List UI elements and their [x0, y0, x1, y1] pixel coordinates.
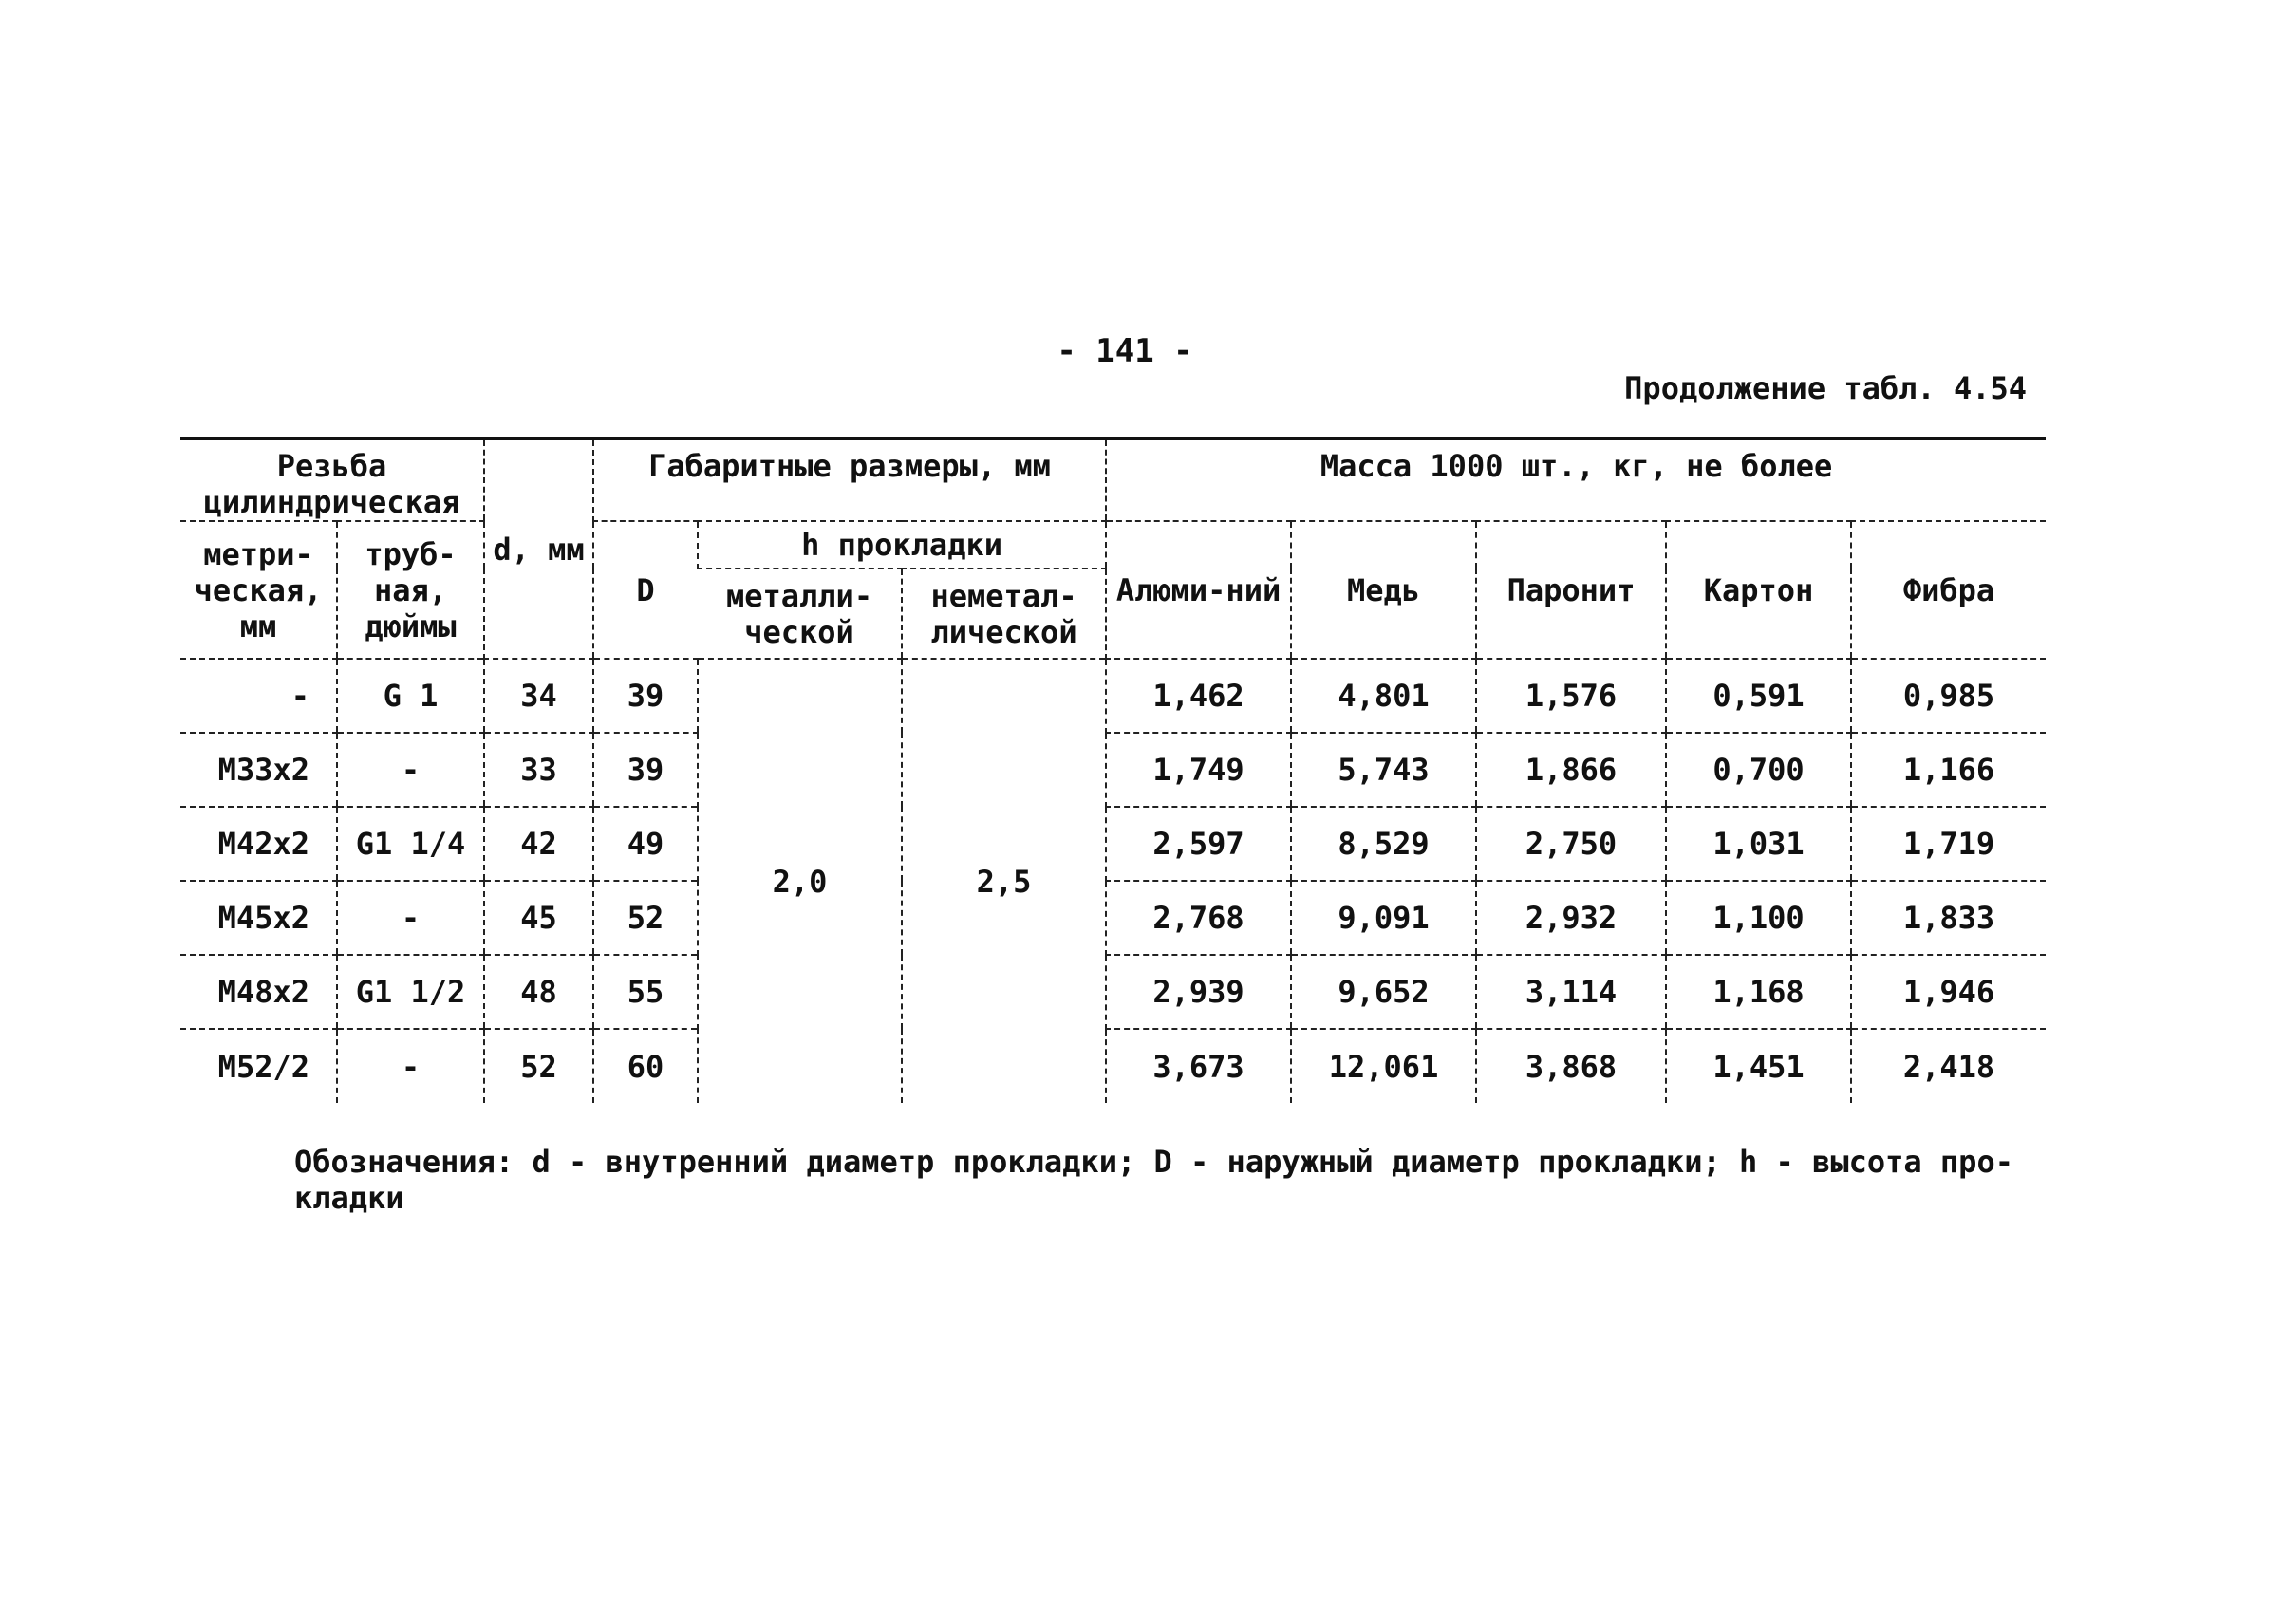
header-copper: Медь — [1291, 521, 1476, 659]
cell-D: 39 — [593, 659, 698, 733]
header-h-gasket: h прокладки — [698, 521, 1106, 569]
header-paronite: Паронит — [1476, 521, 1666, 659]
cell-aluminium: 2,597 — [1106, 807, 1291, 881]
page-number: - 141 - — [1057, 332, 1193, 370]
cell-aluminium: 3,673 — [1106, 1029, 1291, 1103]
header-fibre: Фибра — [1851, 521, 2046, 659]
cell-d: 42 — [484, 807, 593, 881]
header-thread-metric: метри-ческая, мм — [180, 521, 337, 659]
cell-metric: - — [180, 659, 337, 733]
table-row — [180, 955, 2046, 1029]
header-thread: Резьба цилиндрическая — [180, 439, 484, 521]
cell-paronite: 2,750 — [1476, 807, 1666, 881]
cell-copper: 12,061 — [1291, 1029, 1476, 1103]
cell-metric: М48х2 — [180, 955, 337, 1029]
cell-paronite: 1,866 — [1476, 733, 1666, 807]
cell-pipe: - — [337, 1029, 484, 1103]
header-aluminium: Алюми-ний — [1106, 521, 1291, 659]
header-cardboard: Картон — [1666, 521, 1851, 659]
cell-fibre: 1,946 — [1851, 955, 2046, 1029]
cell-aluminium: 2,768 — [1106, 881, 1291, 955]
cell-paronite: 2,932 — [1476, 881, 1666, 955]
cell-pipe: - — [337, 733, 484, 807]
cell-cardboard: 1,100 — [1666, 881, 1851, 955]
table-row — [180, 881, 2046, 955]
cell-d: 34 — [484, 659, 593, 733]
cell-D: 55 — [593, 955, 698, 1029]
cell-D: 52 — [593, 881, 698, 955]
cell-cardboard: 1,031 — [1666, 807, 1851, 881]
cell-pipe: - — [337, 881, 484, 955]
cell-d: 33 — [484, 733, 593, 807]
cell-paronite: 3,868 — [1476, 1029, 1666, 1103]
table-row — [180, 659, 2046, 733]
cell-copper: 9,652 — [1291, 955, 1476, 1029]
cell-metric: М42х2 — [180, 807, 337, 881]
cell-d: 52 — [484, 1029, 593, 1103]
header-mass: Масса 1000 шт., кг, не более — [1106, 439, 2046, 521]
table-continuation-label: Продолжение табл. 4.54 — [1624, 370, 2027, 406]
cell-metric: М45х2 — [180, 881, 337, 955]
cell-aluminium: 2,939 — [1106, 955, 1291, 1029]
cell-D: 39 — [593, 733, 698, 807]
cell-pipe: G1 1/4 — [337, 807, 484, 881]
cell-aluminium: 1,749 — [1106, 733, 1291, 807]
table-notes: Обозначения: d - внутренний диаметр прокладки; D - наружный диаметр прокладки; h - высота про-кладки — [294, 1144, 2013, 1216]
cell-cardboard: 0,700 — [1666, 733, 1851, 807]
cell-fibre: 1,833 — [1851, 881, 2046, 955]
cell-fibre: 0,985 — [1851, 659, 2046, 733]
cell-metric: М33х2 — [180, 733, 337, 807]
cell-copper: 4,801 — [1291, 659, 1476, 733]
cell-fibre: 1,166 — [1851, 733, 2046, 807]
cell-pipe: G1 1/2 — [337, 955, 484, 1029]
gasket-mass-table — [180, 437, 2046, 1103]
table-row — [180, 1029, 2046, 1103]
cell-cardboard: 0,591 — [1666, 659, 1851, 733]
cell-D: 49 — [593, 807, 698, 881]
header-h-nonmetal: неметал-лической — [902, 569, 1106, 659]
header-h-metal: металли-ческой — [698, 569, 902, 659]
table-row — [180, 733, 2046, 807]
cell-cardboard: 1,451 — [1666, 1029, 1851, 1103]
cell-h-metal: 2,0 — [698, 659, 902, 1103]
cell-h-nonmetal: 2,5 — [902, 659, 1106, 1103]
cell-metric: М52/2 — [217, 1048, 309, 1085]
header-thread-pipe: труб-ная, дюймы — [337, 521, 484, 659]
header-overall-dimensions: Габаритные размеры, мм — [593, 439, 1106, 521]
cell-aluminium: 1,462 — [1106, 659, 1291, 733]
cell-copper: 5,743 — [1291, 733, 1476, 807]
cell-D: 60 — [593, 1029, 698, 1103]
header-D: D — [593, 521, 698, 659]
cell-d: 45 — [484, 881, 593, 955]
table-row — [180, 807, 2046, 881]
cell-copper: 8,529 — [1291, 807, 1476, 881]
cell-cardboard: 1,168 — [1666, 955, 1851, 1029]
cell-d: 48 — [484, 955, 593, 1029]
cell-fibre: 2,418 — [1851, 1029, 2046, 1103]
header-d: d, мм — [484, 439, 593, 659]
cell-paronite: 1,576 — [1476, 659, 1666, 733]
cell-fibre: 1,719 — [1851, 807, 2046, 881]
cell-pipe: G 1 — [337, 659, 484, 733]
cell-copper: 9,091 — [1291, 881, 1476, 955]
cell-paronite: 3,114 — [1476, 955, 1666, 1029]
